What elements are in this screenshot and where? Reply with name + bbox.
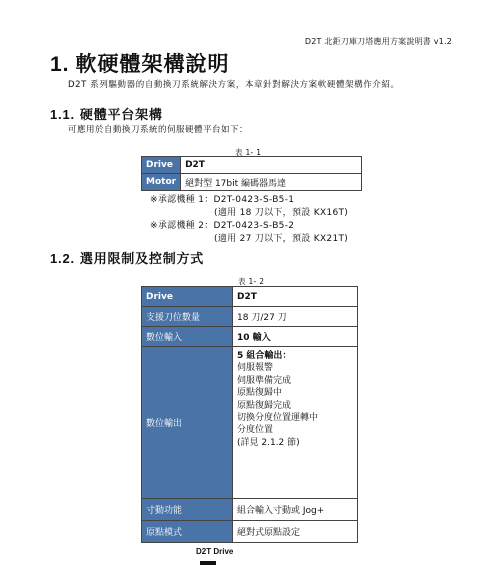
section-1-intro: D2T 系列驅動器的自動換刀系統解決方案，本章針對解決方案軟硬體架構作介紹。 bbox=[68, 80, 400, 90]
output-line: (詳見 2.1.2 節) bbox=[237, 437, 300, 448]
output-line: 5 組合輸出： bbox=[237, 351, 292, 361]
figure-label: D2T Drive bbox=[196, 547, 234, 556]
jog-label: 寸動功能 bbox=[142, 499, 233, 521]
digital-input-value: 10 輸入 bbox=[233, 327, 358, 347]
drive-value: D2T bbox=[233, 287, 358, 307]
note-line: (適用 27 刀以下，預設 KX21T) bbox=[214, 234, 349, 244]
homing-value: 絕對式原點設定 bbox=[233, 521, 358, 543]
control-spec-table bbox=[141, 286, 358, 543]
section-1-1-title: 硬體平台架構 bbox=[79, 108, 163, 123]
note-line: ※承認機種 2：D2T-0423-S-B5-2 bbox=[150, 221, 295, 231]
output-line: 伺服準備完成 bbox=[237, 375, 292, 386]
table-row bbox=[142, 157, 362, 174]
drive-label: Drive bbox=[142, 157, 181, 174]
table-row bbox=[142, 521, 358, 543]
table-2-caption: 表 1- 2 bbox=[238, 277, 265, 286]
section-1-title: 軟硬體架構說明 bbox=[75, 52, 230, 76]
section-1-2-heading bbox=[50, 248, 204, 267]
section-1-1-number: 1.1. bbox=[50, 107, 75, 122]
table-row bbox=[142, 347, 358, 499]
figure-fragment bbox=[200, 561, 216, 565]
section-1-1-heading bbox=[50, 104, 163, 123]
output-line: 原點復歸中 bbox=[237, 388, 283, 399]
table-1-caption: 表 1- 1 bbox=[235, 148, 262, 157]
drive-value: D2T bbox=[181, 157, 362, 174]
approved-models-notes bbox=[150, 194, 348, 246]
digital-output-label: 數位輸出 bbox=[142, 347, 233, 499]
table-row bbox=[142, 307, 358, 327]
output-line: 原點復歸完成 bbox=[237, 400, 292, 411]
hardware-table bbox=[141, 156, 362, 191]
digital-output-value bbox=[233, 347, 358, 499]
table-row bbox=[142, 499, 358, 521]
output-line: 伺服報警 bbox=[237, 363, 274, 374]
homing-label: 原點模式 bbox=[142, 521, 233, 543]
motor-value: 絕對型 17bit 編碼器馬達 bbox=[181, 174, 362, 191]
table-row bbox=[142, 287, 358, 307]
output-line: 切換分度位置運轉中 bbox=[237, 413, 319, 424]
motor-label: Motor bbox=[142, 174, 181, 191]
table-row bbox=[142, 174, 362, 191]
output-line: 分度位置 bbox=[237, 425, 274, 436]
note-line: (適用 18 刀以下，預設 KX16T) bbox=[214, 208, 349, 218]
section-1-number: 1. bbox=[50, 53, 70, 76]
drive-label: Drive bbox=[142, 287, 233, 307]
digital-input-label: 數位輸入 bbox=[142, 327, 233, 347]
jog-value: 組合輸入寸動或 Jog+ bbox=[233, 499, 358, 521]
section-1-2-title: 選用限制及控制方式 bbox=[79, 252, 205, 267]
note-line: ※承認機種 1：D2T-0423-S-B5-1 bbox=[150, 195, 295, 205]
tool-positions-value: 18 刀/27 刀 bbox=[233, 307, 358, 327]
section-1-1-desc: 可應用於自動換刀系統的伺服硬體平台如下： bbox=[68, 125, 249, 135]
tool-positions-label: 支援刀位數量 bbox=[142, 307, 233, 327]
section-1-heading bbox=[50, 48, 230, 78]
page-header: D2T 北鉅刀庫刀塔應用方案說明書 v1.2 bbox=[304, 37, 452, 46]
section-1-2-number: 1.2. bbox=[50, 251, 75, 266]
table-row bbox=[142, 327, 358, 347]
